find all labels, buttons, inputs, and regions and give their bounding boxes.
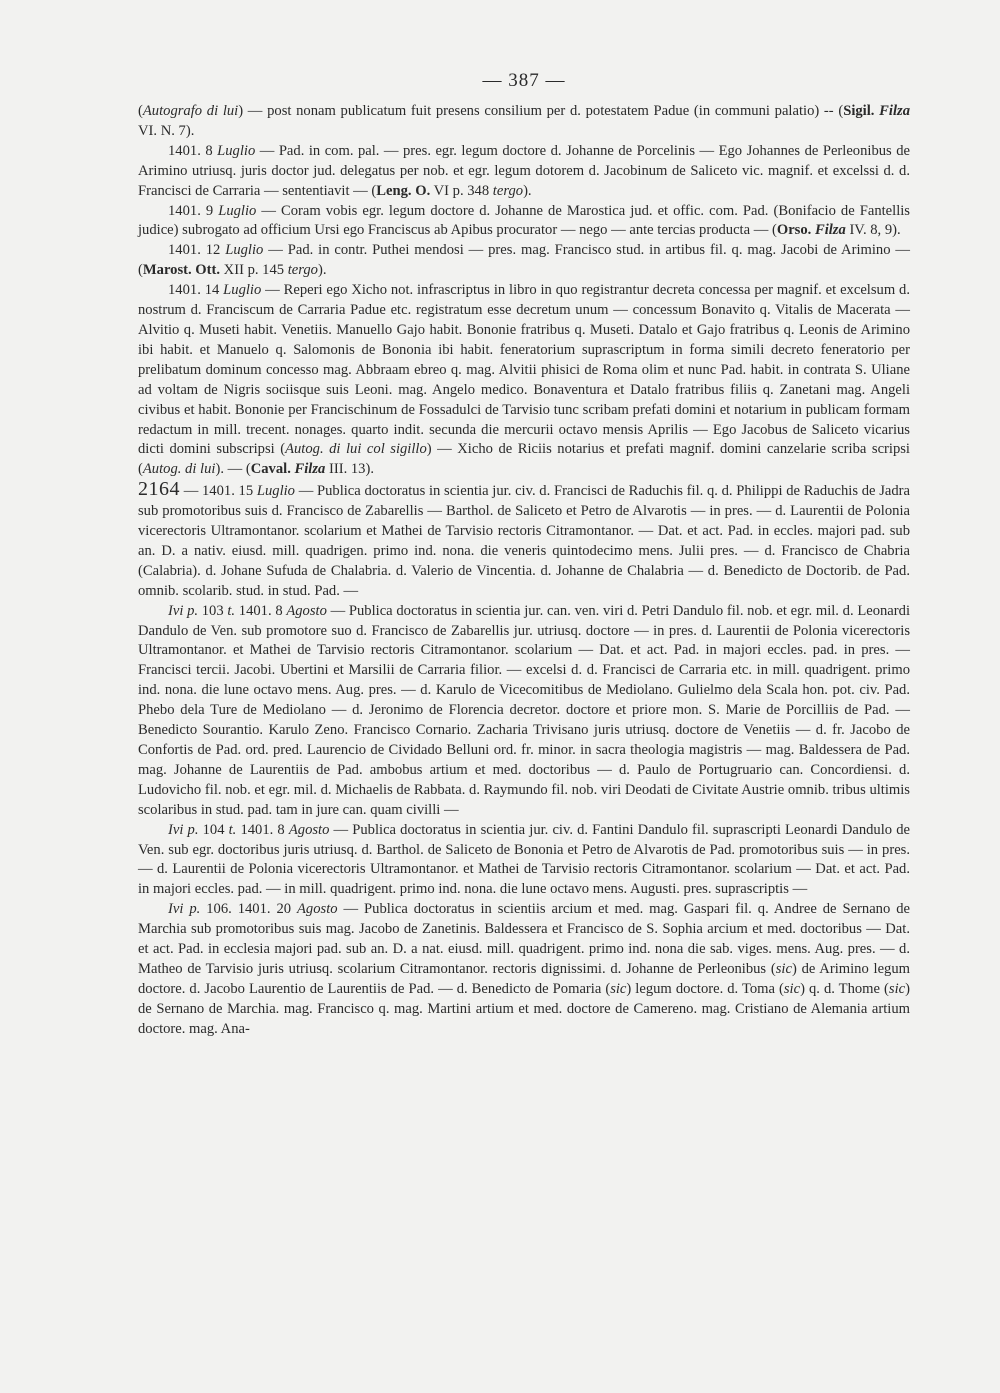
text-segment: III. 13). bbox=[325, 461, 374, 478]
text-segment: 103 bbox=[198, 602, 228, 619]
text-segment: Sigil. bbox=[843, 103, 875, 119]
text-segment: 104 bbox=[198, 821, 229, 838]
text-segment: IV. 8, 9). bbox=[845, 222, 901, 239]
text-segment: 1401. 8 bbox=[168, 142, 218, 159]
text-segment: sic bbox=[783, 980, 801, 997]
text-segment: Leng. O. bbox=[376, 182, 431, 199]
text-segment: VI. N. 7). bbox=[138, 122, 195, 139]
text-segment: ( bbox=[138, 103, 143, 119]
text-segment: tergo bbox=[492, 182, 524, 199]
text-segment: Luglio bbox=[225, 242, 264, 259]
text-segment: Filza bbox=[814, 222, 846, 239]
page-number: — 387 — bbox=[482, 70, 566, 91]
text-segment: 1401. 9 bbox=[168, 202, 219, 219]
paragraph bbox=[138, 821, 910, 901]
text-segment: Autografo di lui bbox=[142, 103, 239, 119]
text-segment: Luglio bbox=[217, 142, 256, 159]
text-segment: Ivi p. bbox=[168, 602, 199, 619]
text-segment: Orso. bbox=[776, 222, 812, 239]
text-segment: ). — ( bbox=[215, 461, 251, 478]
text-segment: sic bbox=[775, 960, 792, 977]
text-segment: ). bbox=[317, 262, 327, 279]
text-segment: — Pad. in contr. Puthei mendosi — pres. mag. Francisco stud. in artibus fil. q. mag. Jacobi de Arimino — ( bbox=[138, 242, 910, 279]
paragraph bbox=[138, 102, 910, 142]
text-segment: sic bbox=[610, 980, 627, 997]
text-segment: Autog. di lui col sigillo bbox=[285, 441, 427, 458]
paragraph bbox=[138, 480, 910, 601]
text-segment: ) q. d. Thome ( bbox=[800, 980, 889, 997]
text-segment: — Publica doctoratus in scientia jur. civ. d. Fantini Dandulo fil. suprascripti Leonardi Dandulo de Ven. sub egr. doctoribus juris utriusq. d. Barthol. de Saliceto de Bononia et Petro de Alvarotis de Pad. promotoribus suis — in pres. — d. Laurentii de Polonia vicerectoris Ultramontanor. et Mathei de Tarvisio rectoris Citramontanor. scolarium — Dat. et act. Pad. in majori eccles. pad. — in mill. quadrigent. primo ind. nona. die lune octavo mens. Augusti. pres. suprascriptis — bbox=[138, 821, 910, 898]
document-body bbox=[138, 102, 910, 1040]
text-segment: Marost. Ott. bbox=[142, 262, 221, 279]
text-segment: Autog. di lui bbox=[142, 461, 216, 478]
text-segment: ) de Arimino legum doctore. d. Jacobo Laurentio de Laurentiis de Pad. — d. Benedicto de Pomaria ( bbox=[138, 960, 910, 997]
text-segment: Agosto bbox=[297, 901, 338, 918]
paragraph bbox=[138, 142, 910, 202]
paragraph bbox=[138, 202, 910, 242]
document-number: 2164 bbox=[138, 478, 180, 501]
text-segment: Filza bbox=[879, 103, 910, 119]
text-segment: ) legum doctore. d. Toma ( bbox=[626, 980, 784, 997]
text-segment: 1401. 12 bbox=[168, 242, 226, 259]
text-segment: 1401. 8 bbox=[235, 602, 287, 619]
text-segment: ). bbox=[523, 182, 532, 199]
text-segment: XII p. 145 bbox=[220, 262, 288, 279]
paragraph bbox=[138, 241, 910, 281]
text-segment: sic bbox=[888, 980, 906, 997]
text-segment: 1401. 14 bbox=[168, 282, 224, 299]
text-segment: ) de Sernano de Marchia. mag. Francisco q. mag. Martini artium et med. doctore de Camereno. mag. Cristiano de Alemania artium doctore. mag. Ana- bbox=[138, 980, 910, 1037]
text-segment: ) — Xicho de Riciis notarius et prefati magnif. domini canzelarie scriba scripsi ( bbox=[138, 441, 910, 478]
text-segment: Luglio bbox=[256, 483, 295, 500]
paragraph bbox=[138, 281, 910, 480]
text-segment: — Publica doctoratus in scientia jur. can. ven. viri d. Petri Dandulo fil. nob. et egr. mil. d. Leonardi Dandulo de Ven. sub promotore suo d. Francisco de Zabarellis jur. utriusq. doctore — in pres. d. Laurentii de Polonia vicerectoris Ultramontanor. et Mathei de Tarvisio rectoris Citramontanor. scolarium — Dat. et act. Pad. in majori eccles. pad. in pres. — Francisci tercii. Jacobi. Ubertini et Marsilii de Carraria filior. — excelsi d. d. Francisci de Carraria etc. in mill. quadrigent. primo ind. nona. die lune octavo mens. Aug. pres. — d. Karulo de Vicecomitibus de Mediolano. Gulielmo dela Scala hon. pot. civ. Pad. Phebo dela Ture de Mediolano — d. Jeronimo de Florencia decretor. doctore et priore mon. S. Marie de Porcilliis de Pad. — Benedicto Sourantio. Karulo Zeno. Francisco Cornario. Zacharia Trivisano juris utriusq. doctore de Venetiis — d. fr. Jacobo de Confortis de Pad. ord. pred. Laurencio de Cividado Belluni ord. fr. minor. in sacra theologia magistris — mag. Baldessera de Pad. mag. Johanne de Laurentiis de Pad. ambobus artium et med. doctoribus — d. Paulo de Portugruario can. Concordiensi. d. Ludovicho fil. nob. et egr. mil. d. Michaelis de Rabbata. d. Raymundo fil. nob. viri Deodati de Civitate Austrie omnib. tribus ultimis scolaribus in stud. pad. tam in jure can. quam civilli — bbox=[138, 602, 910, 818]
text-segment: 1401. 8 bbox=[236, 821, 289, 838]
text-segment: Filza bbox=[294, 461, 326, 478]
text-segment: Caval. bbox=[250, 461, 291, 478]
text-segment: — 1401. 15 bbox=[180, 483, 257, 500]
text-segment: Ivi p. bbox=[168, 901, 201, 918]
text-segment: 106. 1401. 20 bbox=[200, 901, 298, 918]
text-segment: Ivi p. bbox=[168, 821, 199, 838]
text-segment: — Pad. in com. pal. — pres. egr. legum doctore d. Johanne de Porcelinis — Ego Johannes de Perleonibus de Arimino utriusq. juris doctor jud. delegatus per nob. et egr. legum dotorem d. Jacobinum de Saliceto vic. magnif. et excelssi d. d. Francisci de Carraria — sententiavit — ( bbox=[138, 142, 910, 199]
text-segment: — Publica doctoratus in scientiis arcium et med. mag. Gaspari fil. q. Andree de Sernano de Marchia sub promotoribus suis mag. Jacobo de Zanetinis. Baldessera et Francisco de S. Sophia arcium et med. doctoribus — Dat. et act. Pad. in ecclesia majori pad. sub an. D. a nat. eiusd. mill. quadrigent. primo ind. nona die sab. viges. mens. Aug. pres. — d. Matheo de Tarvisio juris utriusq. scolarium Citramontanor. rectoris dignissimi. d. Johanne de Perleonibus ( bbox=[138, 901, 910, 977]
text-segment: — Coram vobis egr. legum doctore d. Johanne de Marostica jud. et offic. com. Pad. (Bonifacio de Fantellis judice) subrogato ad officium Ursi ego Franciscus ab Apibus procurator — nego — ante tercias producta — ( bbox=[138, 202, 910, 239]
text-segment: t. bbox=[228, 821, 237, 838]
text-segment: — Reperi ego Xicho not. infrascriptus in libro in quo registrantur decreta concessa per magnif. et excelsum d. nostrum d. Franciscum de Carraria Padue etc. registratum esse decretum unum — concessum Bonavito q. Vitalis de Macerata — Alvitio q. Museti habit. Venetiis. Manuello Gajo habit. Bononie fratribus q. Museti. Datalo et Gajo fratribus q. Leonis de Arimino ibi habit. et Manuelo q. Salomonis de Bononia ibi habit. feneratorium suprascriptum in forma simili decreto feneratorio per prelibatum dominum concesso mag. Abbraam ebreo q. mag. Alvitii phisici de Roma olim et nunc Pad. habit. in contrata S. Uliane ad voltam de Nigris sociisque suis Leoni. mag. Angelo medico. Bonaventura et Datalo fratribus filiis q. Zanetani mag. Angeli civibus et habit. Bononie per Francischinum de Fossadulci de Tarvisio tunc scribam prefati domini et notarium in publicam formam redactum in mill. trecent. nonages. quarto indit. secunda die mercurii octavo mensis Aprilis — Ego Jacobus de Saliceto vicarius dicti domini subscripsi ( bbox=[138, 282, 910, 458]
paragraph bbox=[138, 602, 910, 821]
text-segment: tergo bbox=[287, 262, 318, 279]
text-segment: VI p. 348 bbox=[430, 182, 493, 199]
text-segment: Luglio bbox=[218, 202, 257, 219]
paragraph bbox=[138, 900, 910, 1039]
text-segment: ) — post nonam publicatum fuit presens consilium per d. potestatem Padue (in communi palatio) -- ( bbox=[238, 103, 844, 119]
text-segment: t. bbox=[227, 602, 236, 619]
text-segment: Agosto bbox=[288, 821, 330, 838]
text-segment: Agosto bbox=[286, 602, 327, 619]
text-segment: — Publica doctoratus in scientia jur. civ. d. Francisci de Raduchis fil. q. d. Philippi de Raduchis de Jadra sub promotoribus suis d. Francisco de Zabarellis — Barthol. de Saliceto et Petro de Alvarotis — in pres. — d. Laurentii de Polonia vicerectoris Ultramontanor. scolarium et Mathei de Tarvisio rectoris Citramontanor. — Dat. et act. Pad. in eccles. majori pad. sub an. D. a nativ. eiusd. mill. quadrigen. primo ind. nona. die veneris quintodecimo mens. Julii pres. — d. Francisco de Chabria (Calabria). d. Johane Sufuda de Chalabria. d. Valerio de Vincentia. d. Johanne de Chalabria — d. Benedicto de Doctorib. de Pad. omnib. scolarib. stud. in stud. Pad. — bbox=[138, 483, 910, 599]
text-segment: Luglio bbox=[223, 282, 262, 299]
